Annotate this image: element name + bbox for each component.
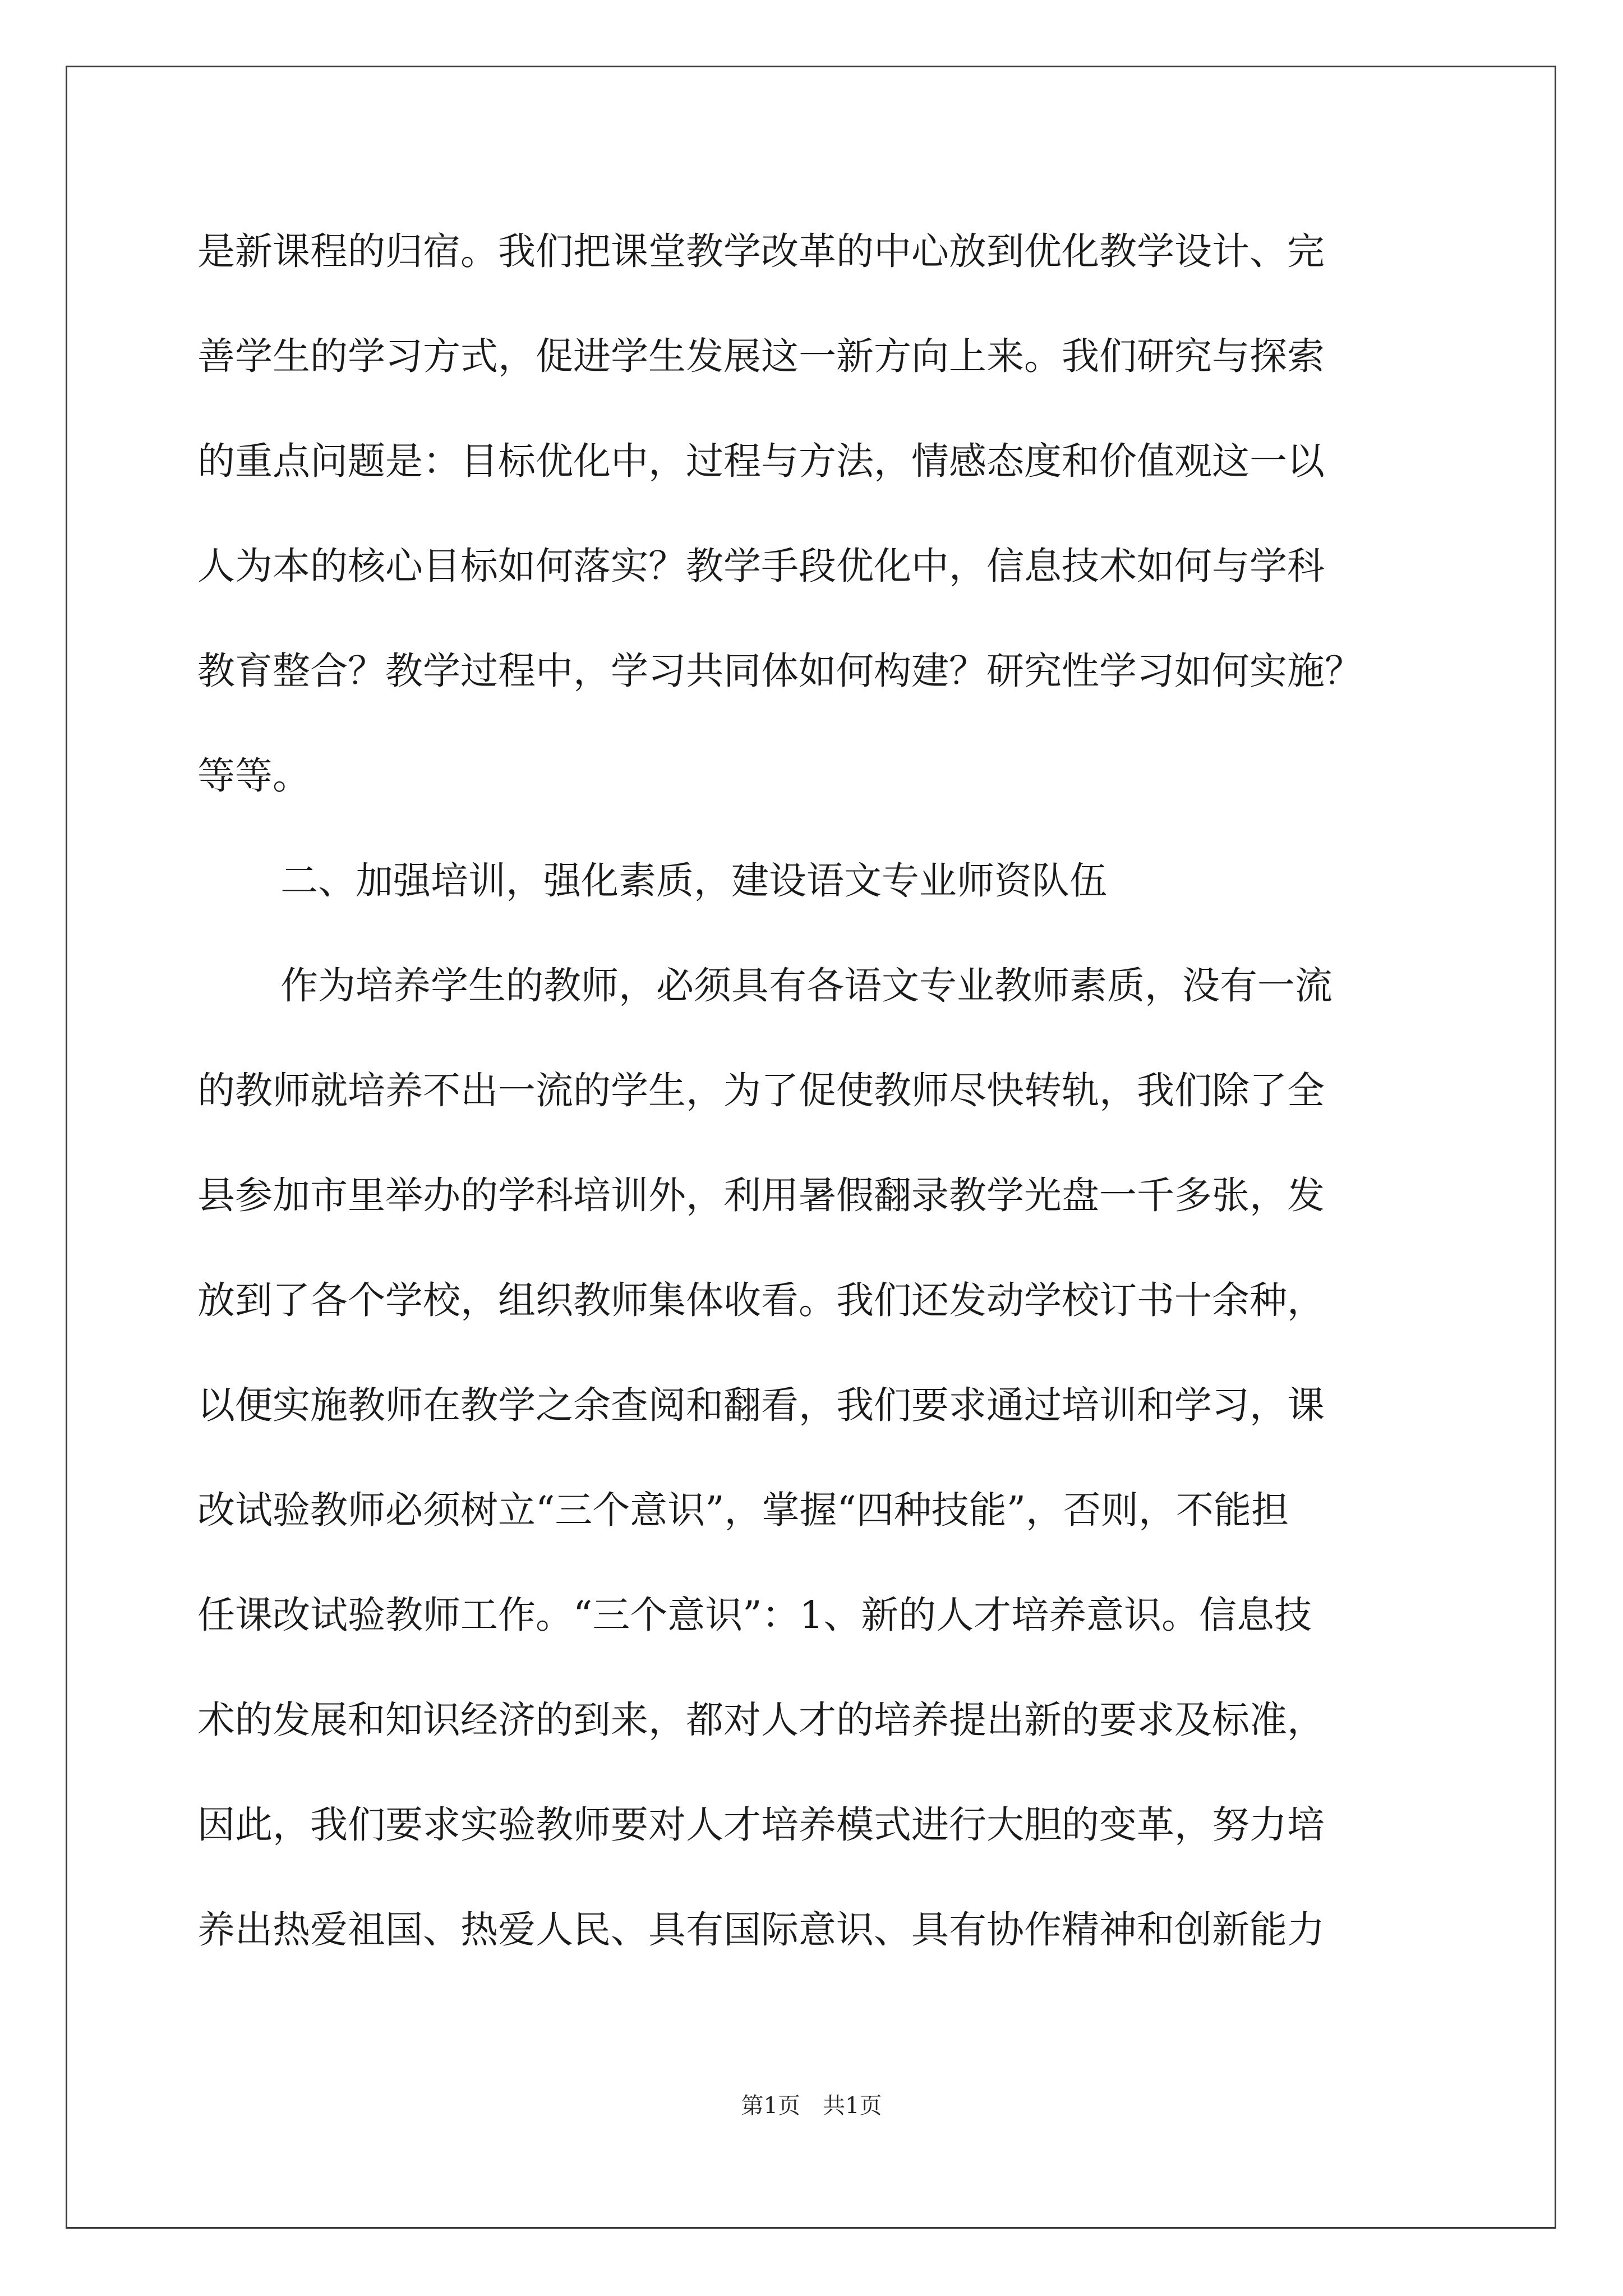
text-line: 放到了各个学校，组织教师集体收看。我们还发动学校订书十余种， [197, 1278, 1325, 1322]
text-line: 改试验教师必须树立“三个意识”，掌握“四种技能”，否则，不能担 [197, 1488, 1289, 1532]
text-line: 术的发展和知识经济的到来，都对人才的培养提出新的要求及标准， [197, 1698, 1325, 1742]
text-line: 以便实施教师在教学之余查阅和翻看，我们要求通过培训和学习，课 [197, 1383, 1325, 1427]
text-line: 等等。 [197, 754, 310, 798]
text-line: 作为培养学生的教师，必须具有各语文专业教师素质，没有一流 [280, 964, 1332, 1007]
text-line: 的教师就培养不出一流的学生，为了促使教师尽快转轨，我们除了全 [197, 1069, 1325, 1112]
section-heading: 二、加强培训，强化素质，建设语文专业师资队伍 [280, 859, 1107, 903]
text-line: 的重点问题是：目标优化中，过程与方法，情感态度和价值观这一以 [197, 439, 1325, 483]
text-line: 养出热爱祖国、热爱人民、具有国际意识、具有协作精神和创新能力 [197, 1908, 1325, 1952]
text-line: 人为本的核心目标如何落实？教学手段优化中，信息技术如何与学科 [197, 544, 1325, 588]
text-line: 因此，我们要求实验教师要对人才培养模式进行大胆的变革，努力培 [197, 1803, 1325, 1847]
text-line: 任课改试验教师工作。“三个意识”：1、新的人才培养意识。信息技 [197, 1593, 1312, 1637]
page-number: 第1页 共1页 [741, 2093, 882, 2119]
text-line: 善学生的学习方式，促进学生发展这一新方向上来。我们研究与探索 [197, 334, 1325, 378]
text-line: 是新课程的归宿。我们把课堂教学改革的中心放到优化教学设计、完 [197, 229, 1325, 273]
text-line: 县参加市里举办的学科培训外，利用暑假翻录教学光盘一千多张，发 [197, 1174, 1325, 1217]
text-line: 教育整合？教学过程中，学习共同体如何构建？研究性学习如何实施？ [197, 649, 1362, 693]
